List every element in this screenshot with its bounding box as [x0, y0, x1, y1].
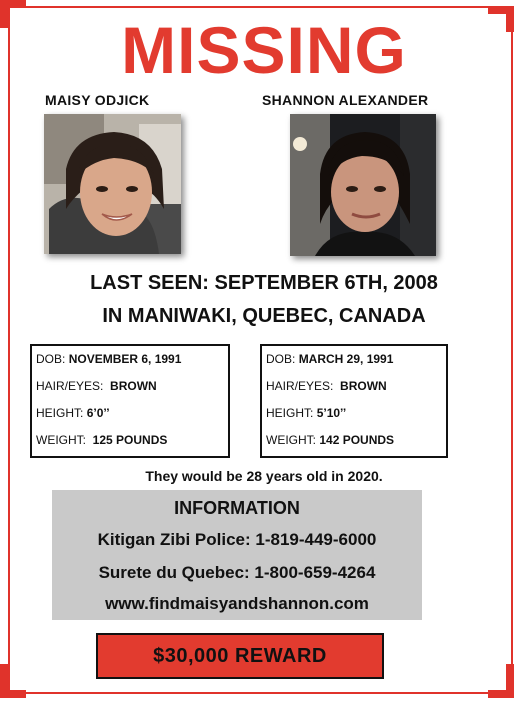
person1-hair: BROWN [110, 379, 157, 393]
dob-label: DOB: [36, 352, 66, 366]
person1-hair-row [36, 377, 228, 404]
person1-details [30, 344, 230, 458]
person2-photo [290, 114, 436, 256]
person2-hair-row [266, 377, 446, 404]
information-panel [52, 490, 422, 620]
hair-label: HAIR/EYES: [266, 379, 334, 393]
person1-height: 6’0’’ [86, 406, 110, 420]
person1-photo [44, 114, 181, 254]
kitigan-zibi-police-contact: Kitigan Zibi Police: 1-819-449-6000 [97, 530, 377, 549]
person2-dob: MARCH 29, 1991 [298, 352, 394, 366]
reward-banner: $30,000 REWARD [96, 633, 384, 679]
person1-weight: 125 POUNDS [92, 433, 168, 447]
height-label: HEIGHT: [266, 406, 314, 420]
person1-dob-row [36, 350, 228, 377]
person1-weight-row [36, 431, 228, 458]
corner-accent-bottom-right-vertical [506, 664, 514, 698]
height-label: HEIGHT: [36, 406, 84, 420]
dob-label: DOB: [266, 352, 296, 366]
person1-dob: NOVEMBER 6, 1991 [68, 352, 182, 366]
age-note: They would be 28 years old in 2020. [145, 468, 383, 484]
person2-height-row [266, 404, 446, 431]
person2-weight-row [266, 431, 446, 458]
person1-name: MAISY ODJICK [45, 92, 150, 108]
person2-hair: BROWN [340, 379, 387, 393]
corner-accent-bottom-left-vertical [0, 664, 8, 698]
last-seen-location: IN MANIWAKI, QUEBEC, CANADA [102, 305, 426, 327]
person2-dob-row [266, 350, 446, 377]
surete-du-quebec-contact: Surete du Quebec: 1-800-659-4264 [98, 563, 376, 582]
last-seen-date: LAST SEEN: SEPTEMBER 6TH, 2008 [90, 272, 438, 294]
person1-height-row [36, 404, 228, 431]
hair-label: HAIR/EYES: [36, 379, 104, 393]
person2-name: SHANNON ALEXANDER [262, 92, 429, 108]
person2-weight: 142 POUNDS [319, 433, 395, 447]
poster-title: MISSING [121, 13, 407, 87]
information-heading: INFORMATION [174, 498, 300, 518]
weight-label: WEIGHT: [266, 433, 316, 447]
weight-label: WEIGHT: [36, 433, 86, 447]
website-link[interactable]: www.findmaisyandshannon.com [105, 594, 369, 613]
person2-height: 5’10’’ [316, 406, 347, 420]
person2-details [260, 344, 448, 458]
